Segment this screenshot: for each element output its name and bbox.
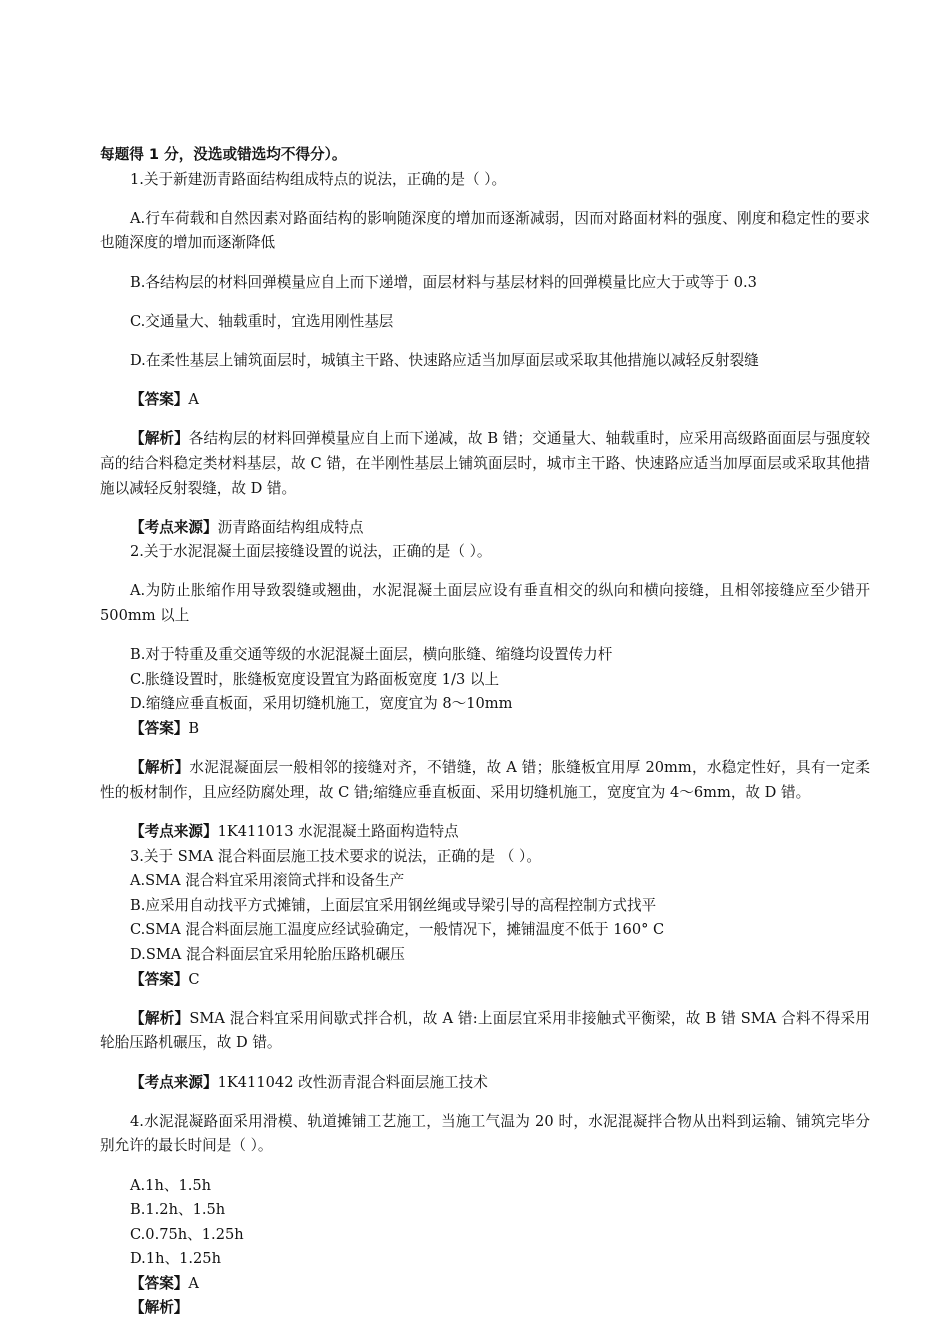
analysis-label: 【解析】 (130, 759, 190, 777)
question-2-option-d: D.缩缝应垂直板面，采用切缝机施工，宽度宜为 8～10mm (130, 695, 513, 713)
question-2-option-c: C.胀缝设置时，胀缝板宽度设置宜为路面板宽度 1/3 以上 (130, 670, 500, 688)
answer-value: A (188, 391, 199, 409)
analysis-label: 【解析】 (130, 1299, 189, 1317)
question-4-stem: 4.水泥混凝路面采用滑模、轨道摊铺工艺施工，当施工气温为 20 时，水泥混凝拌合物从出料到运输、铺筑完毕分别允许的最长时间是（ ）。 (100, 1112, 870, 1155)
question-1-option-a: A.行车荷载和自然因素对路面结构的影响随深度的增加而逐渐减弱，因而对路面材料的强度、刚度和稳定性的要求也随深度的增加而逐渐降低 (100, 209, 870, 252)
source-text: 1K411013 水泥混凝土路面构造特点 (217, 823, 459, 840)
answer-value: B (188, 720, 200, 738)
question-3-option-c: C.SMA 混合料面层施工温度应经试验确定，一般情况下，摊铺温度不低于 160° C (130, 921, 665, 939)
answer-label: 【答案】 (130, 391, 189, 409)
source-text: 沥青路面结构组成特点 (217, 518, 364, 536)
answer-label: 【答案】 (130, 720, 189, 738)
question-4-option-d: D.1h、1.25h (130, 1250, 221, 1268)
question-3-stem: 3.关于 SMA 混合料面层施工技术要求的说法，正确的是 （ ）。 (130, 847, 541, 865)
answer-value: A (188, 1274, 199, 1292)
document-page (100, 143, 870, 1321)
question-2-stem: 2.关于水泥混凝土面层接缝设置的说法，正确的是（ ）。 (130, 543, 492, 561)
source-label: 【考点来源】 (130, 1073, 218, 1091)
analysis-text: 各结构层的材料回弹模量应自上而下递减，故 B 错；交通量大、轴载重时，应采用高级路面面层与强度较高的结合料稳定类材料基层，故 C 错，在半刚性基层上铺筑面层时，城市主干路、快速路应适当加厚面层或采取其他措施以减轻反射裂缝，故 D 错。 (100, 430, 870, 497)
question-3-option-a: A.SMA 混合料宜采用滚筒式拌和设备生产 (130, 872, 405, 890)
question-1-analysis (100, 427, 870, 501)
answer-label: 【答案】 (130, 1274, 189, 1292)
question-2-source (100, 820, 870, 845)
question-3-option-d: D.SMA 混合料面层宜采用轮胎压路机碾压 (130, 945, 405, 963)
question-3-option-b: B.应采用自动找平方式摊铺，上面层宜采用钢丝绳或导梁引导的高程控制方式找平 (130, 896, 657, 914)
question-1-option-b: B.各结构层的材料回弹模量应自上而下递增，面层材料与基层材料的回弹模量比应大于或等于 0.3 (130, 273, 757, 291)
question-1-stem: 1.关于新建沥青路面结构组成特点的说法，正确的是（ ）。 (130, 170, 507, 188)
source-label: 【考点来源】 (130, 823, 218, 840)
answer-value: C (188, 970, 200, 988)
analysis-label: 【解析】 (130, 430, 189, 448)
question-4-analysis (100, 1296, 870, 1321)
analysis-text: 水泥混凝面层一般相邻的接缝对齐，不错缝，故 A 错；胀缝板宜用厚 20mm，水稳定性好，具有一定柔性的板材制作，且应经防腐处理，故 C 错;缩缝应垂直板面、采用切缝机施工，宽度宜为 4～6mm，故 D 错。 (100, 759, 870, 801)
analysis-text: SMA 混合料宜采用间歇式拌合机，故 A 错:上面层宜采用非接触式平衡梁，故 B 错 SMA 合料不得采用轮胎压路机碾压，故 D 错。 (100, 1009, 870, 1052)
question-2-analysis (100, 756, 870, 805)
question-2-option-a: A.为防止胀缩作用导致裂缝或翘曲，水泥混凝土面层应设有垂直相交的纵向和横向接缝，且相邻接缝应至少错开 500mm 以上 (100, 582, 870, 625)
question-4-option-a: A.1h、1.5h (130, 1176, 212, 1194)
question-1-option-d: D.在柔性基层上铺筑面层时，城镇主干路、快速路应适当加厚面层或采取其他措施以减轻反射裂缝 (130, 351, 759, 369)
question-2-answer (100, 717, 870, 742)
question-3-answer (100, 968, 870, 993)
question-3-source (100, 1071, 870, 1096)
question-4-option-b: B.1.2h、1.5h (130, 1201, 226, 1219)
source-text: 1K411042 改性沥青混合料面层施工技术 (217, 1073, 488, 1091)
question-4-answer (100, 1272, 870, 1297)
analysis-label: 【解析】 (130, 1009, 190, 1027)
question-1-source (100, 516, 870, 541)
section-header: 每题得 1 分，没选或错选均不得分）。 (100, 146, 347, 163)
answer-label: 【答案】 (130, 970, 189, 988)
question-3-analysis (100, 1007, 870, 1056)
question-4-option-c: C.0.75h、1.25h (130, 1225, 244, 1243)
question-2-option-b: B.对于特重及重交通等级的水泥混凝土面层，横向胀缝、缩缝均设置传力杆 (130, 646, 613, 664)
source-label: 【考点来源】 (130, 518, 218, 536)
question-1-answer (100, 388, 870, 413)
question-1-option-c: C.交通量大、轴载重时，宜选用刚性基层 (130, 312, 394, 330)
